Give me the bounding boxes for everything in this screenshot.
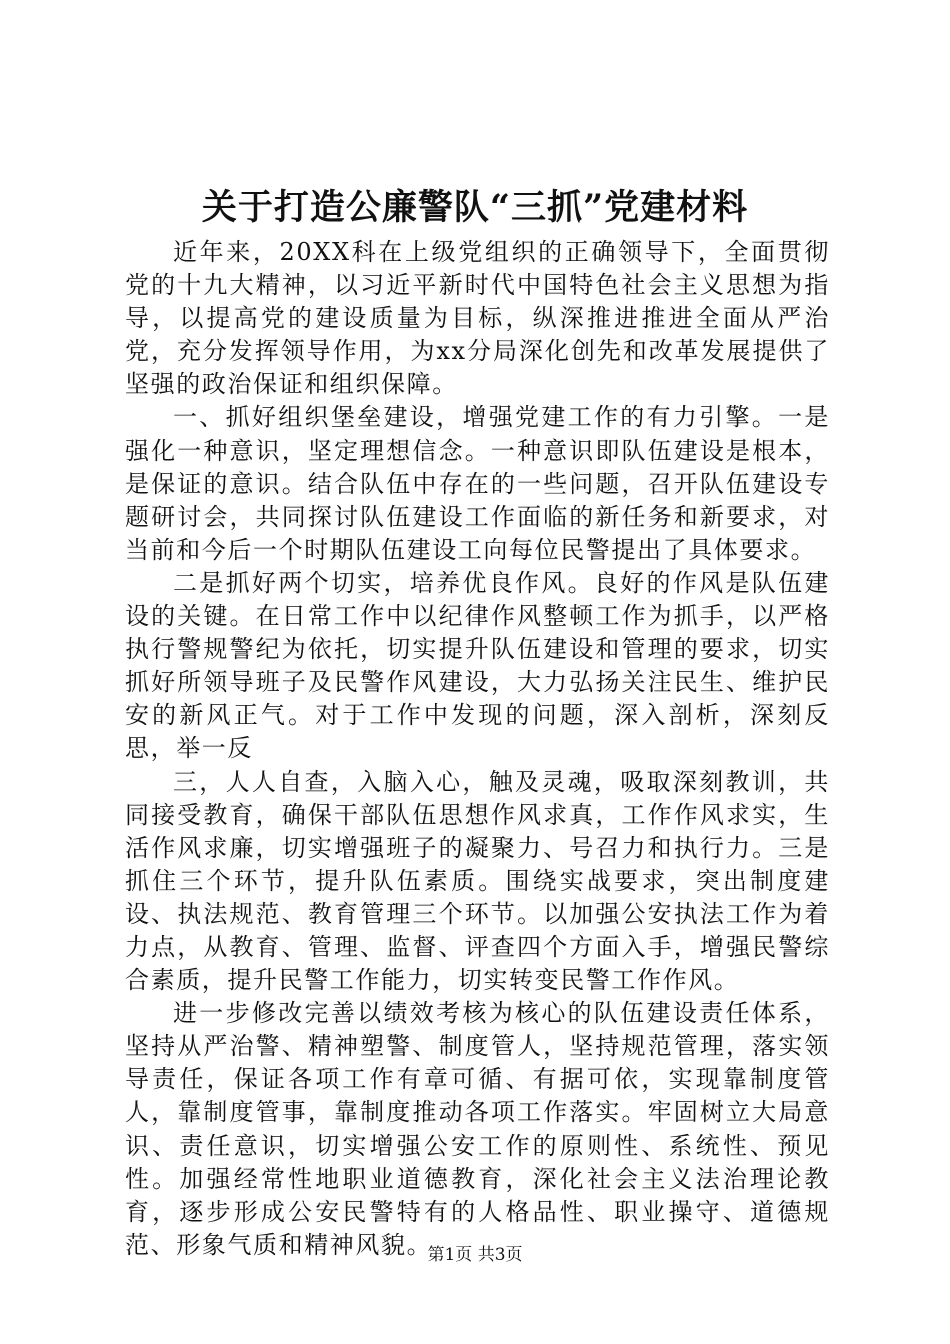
- paragraph-organization: 一、抓好组织堡垒建设，增强党建工作的有力引擎。一是强化一种意识，坚定理想信念。一种意识即队伍建设是根本，是保证的意识。结合队伍中存在的一些问题，召开队伍建设专题研讨会，共同探讨队伍建设工作面临的新任务和新要求，对当前和今后一个时期队伍建设工向每位民警提出了具体要求。: [125, 403, 830, 564]
- paragraph-self-check: 三，人人自查，入脑入心，触及灵魂，吸取深刻教训，共同接受教育，确保干部队伍思想作风求真，工作作风求实，生活作风求廉，切实增强班子的凝聚力、号召力和执行力。三是抓住三个环节，提升队伍素质。围绕实战要求，突出制度建设、执法规范、教育管理三个环节。以加强公安执法工作为着力点，从教育、管理、监督、评查四个方面入手，增强民警综合素质，提升民警工作能力，切实转变民警工作作风。: [125, 767, 830, 995]
- document-title: 关于打造公廉警队“三抓”党建材料: [201, 187, 749, 228]
- paragraph-intro: 近年来，20XX科在上级党组织的正确领导下，全面贯彻党的十九大精神，以习近平新时代中国特色社会主义思想为指导，以提高党的建设质量为目标，纵深推进推进全面从严治党，充分发挥领导作用，为xx分局深化创先和改革发展提供了坚强的政治保证和组织保障。: [125, 238, 830, 399]
- paragraph-responsibility: 进一步修改完善以绩效考核为核心的队伍建设责任体系，坚持从严治警、精神塑警、制度管人，坚持规范管理，落实领导责任，保证各项工作有章可循、有据可依，实现靠制度管人，靠制度管事，靠制度推动各项工作落实。牢固树立大局意识、责任意识，切实增强公安工作的原则性、系统性、预见性。加强经常性地职业道德教育，深化社会主义法治理论教育，逐步形成公安民警特有的人格品性、职业操守、道德规范、形象气质和精神风貌。: [125, 999, 830, 1259]
- paragraph-style: 二是抓好两个切实，培养优良作风。良好的作风是队伍建设的关键。在日常工作中以纪律作风整顿工作为抓手，以严格执行警规警纪为依托，切实提升队伍建设和管理的要求，切实抓好所领导班子及民警作风建设，大力弘扬关注民生、维护民安的新风正气。对于工作中发现的问题，深入剖析，深刻反思，举一反: [125, 568, 830, 763]
- page-number-footer: 第1页 共3页: [427, 1245, 523, 1265]
- document-body: [125, 236, 830, 1262]
